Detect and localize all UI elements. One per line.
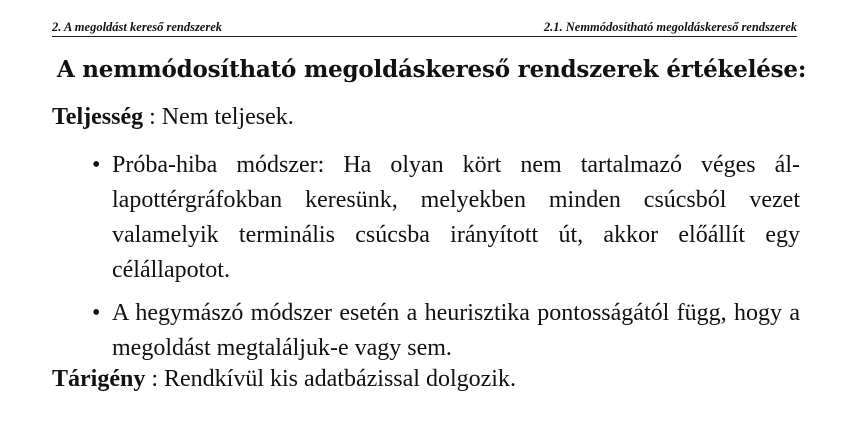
section-text: Rendkívül kis adatbázissal dolgozik. [164,366,516,392]
section-term: Teljesség [52,104,144,130]
bullet-list [92,148,800,374]
running-header [52,16,797,37]
bullet-marker: • [92,300,101,326]
header-chapter: 2. A megoldást kereső rendszerek [52,20,223,34]
bullet-text: Próba-hiba módszer: Ha olyan kört nem tartalmazó véges állapottérgráfokban keresünk, melyekben minden csúcsból vezet valamelyik terminális csúcsba irányított út, akkor előállít egy célállapotot. [112,152,800,283]
list-item [92,296,800,366]
bullet-text: A hegymászó módszer esetén a heurisztika pontosságától függ, hogy a megoldást megtaláljuk-e vagy sem. [112,300,800,361]
section-text: Nem teljesek. [161,104,294,130]
list-item [92,148,800,288]
section-completeness [52,104,294,131]
header-section: 2.1. Nemmódosítható megoldáskereső rendszerek [543,20,797,34]
page-title: A nemmódosítható megoldáskereső rendszerek értékelése: [56,56,807,83]
section-storage [52,366,516,393]
section-separator: : [145,366,164,392]
section-separator: : [143,104,162,130]
bullet-marker: • [92,152,101,178]
section-term: Tárigény [52,366,146,392]
